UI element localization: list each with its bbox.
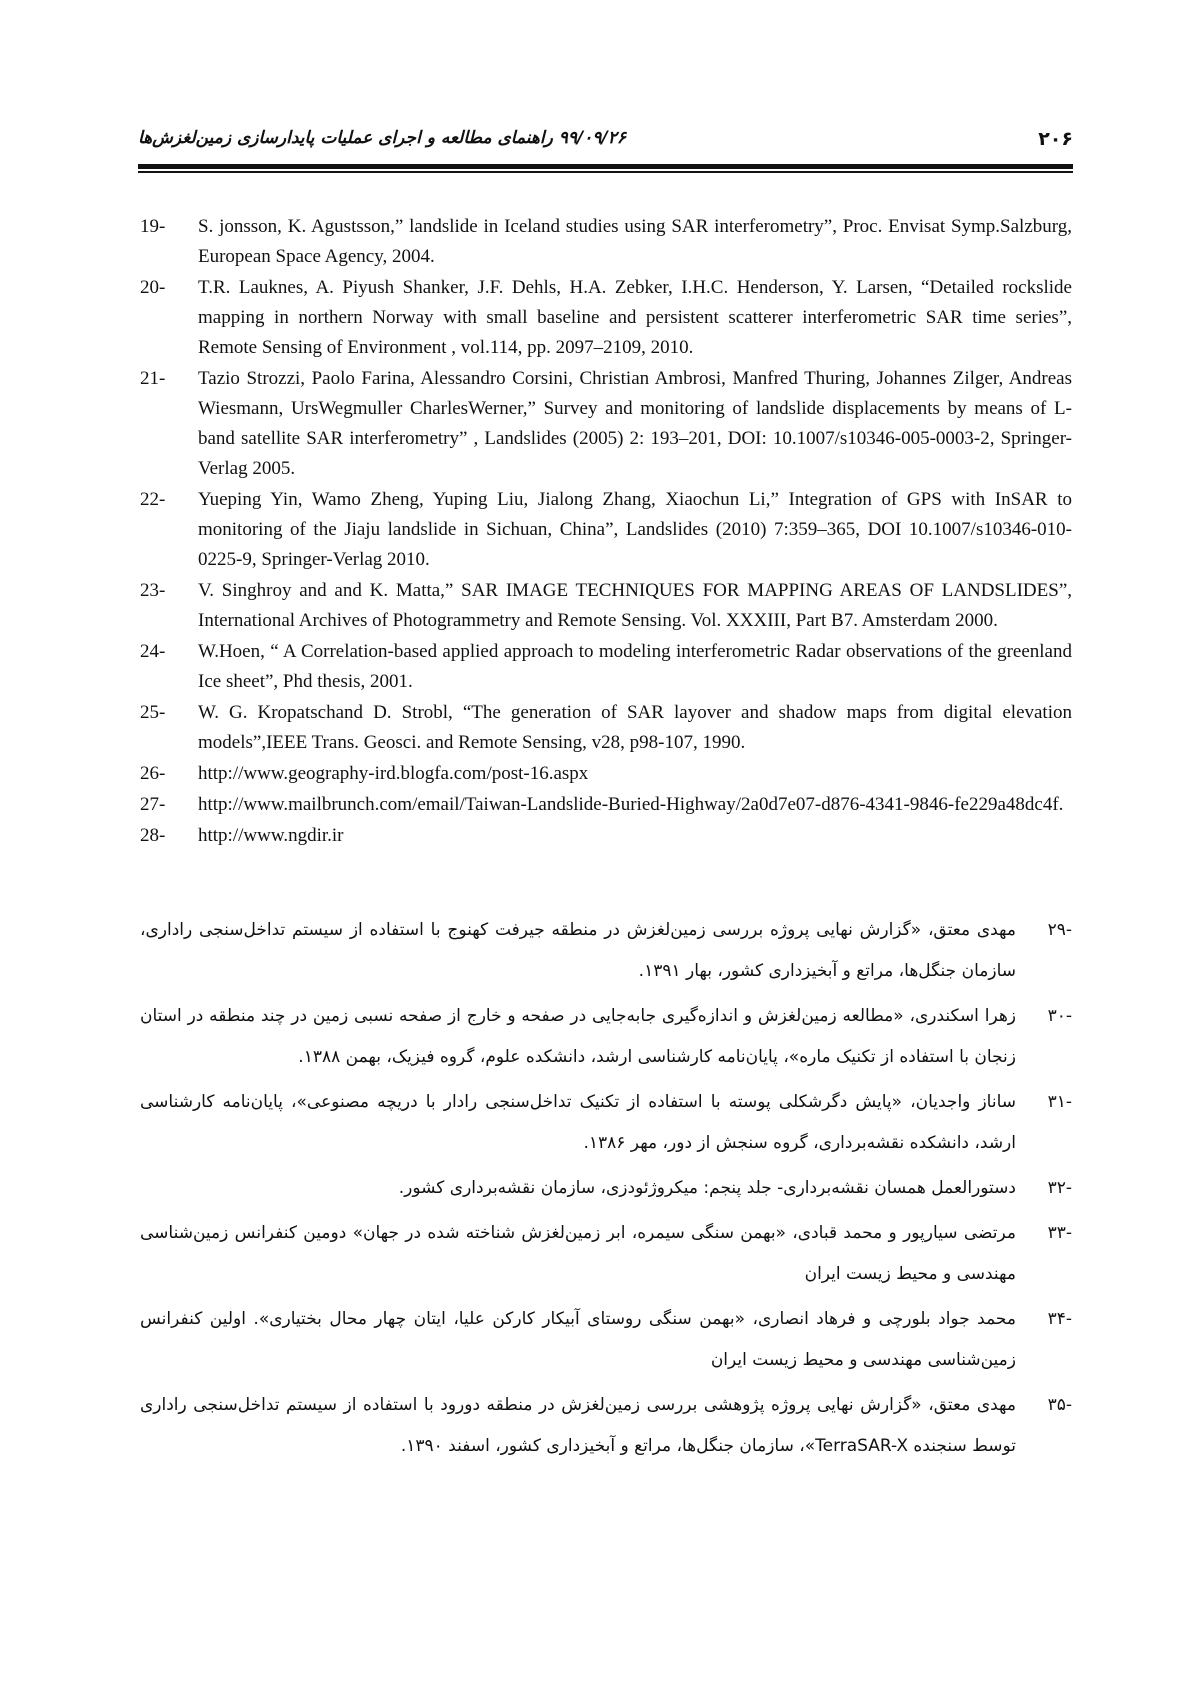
reference-item [140,790,1072,820]
header-rule-thin [138,171,1073,173]
reference-text: محمد جواد بلورچی و فرهاد انصاری، «بهمن سنگی روستای آبیکار کارکن علیا، ایتان چهار محال بختیاری». اولین کنفرانس زمین‌شناسی مهندسی و محیط زیست ایران [140,1309,1016,1370]
reference-item [140,1299,1072,1381]
reference-number: -۳۲ [1047,1178,1072,1198]
reference-item [140,1213,1072,1295]
reference-item [140,212,1072,272]
reference-text: مهدی معتق، «گزارش نهایی پروژه بررسی زمین‌لغزش در منطقه جیرفت کهنوج با استفاده از سیستم تداخل‌سنجی راداری، سازمان جنگل‌ها، مراتع و آبخیزداری کشور، بهار ۱۳۹۱. [140,920,1016,981]
reference-item [140,821,1072,851]
reference-text: Yueping Yin, Wamo Zheng, Yuping Liu, Jialong Zhang, Xiaochun Li,” Integration of GPS with InSAR to monitoring of the Jiaju landslide in Sichuan, China”, Landslides (2010) 7:359–365, DOI 10.1007/s10346-010-0225-9, Springer-Verlag 2010. [198,489,1072,570]
running-title: ۹۹/۰۹/۲۶ راهنمای مطالعه و اجرای عملیات پایدارسازی زمین‌لغزش‌ها [138,128,626,148]
reference-text: T.R. Lauknes, A. Piyush Shanker, J.F. Dehls, H.A. Zebker, I.H.C. Henderson, Y. Larsen, “Detailed rockslide mapping in northern Norway with small baseline and persistent scatterer interferometric SAR time series”, Remote Sensing of Environment , vol.114, pp. 2097–2109, 2010. [198,277,1072,358]
reference-number: 22- [140,489,166,510]
reference-number: 23- [140,580,166,601]
reference-text: مهدی معتق، «گزارش نهایی پروژه پژوهشی بررسی زمین‌لغزش در منطقه دورود با استفاده از سیستم تداخل‌سنجی راداری توسط سنجنده TerraSAR-X»، سازمان جنگل‌ها، مراتع و آبخیزداری کشور، اسفند ۱۳۹۰. [140,1395,1016,1456]
reference-item [140,1082,1072,1164]
reference-text: V. Singhroy and and K. Matta,” SAR IMAGE TECHNIQUES FOR MAPPING AREAS OF LANDSLIDES”, International Archives of Photogrammetry and Remote Sensing. Vol. XXXIII, Part B7. Amsterdam 2000. [198,580,1072,631]
reference-text: Tazio Strozzi, Paolo Farina, Alessandro Corsini, Christian Ambrosi, Manfred Thuring, Johannes Zilger, Andreas Wiesmann, UrsWegmuller CharlesWerner,” Survey and monitoring of landslide displacements by means of L-band satellite SAR interferometry” , Landslides (2005) 2: 193–201, DOI: 10.1007/s10346-005-0003-2, Springer-Verlag 2005. [198,368,1072,479]
reference-item [140,910,1072,992]
reference-number: 27- [140,794,166,815]
reference-item [140,698,1072,758]
reference-link: http://www.geography-ird.blogfa.com/post-16.aspx [198,763,589,784]
reference-link: http://www.ngdir.ir [198,825,344,846]
reference-number: 25- [140,702,166,723]
page-number: ۲۰۶ [1038,128,1073,150]
reference-text: دستورالعمل همسان نقشه‌برداری- جلد پنجم: میکروژئودزی، سازمان نقشه‌برداری کشور. [398,1178,1016,1198]
reference-number: 28- [140,825,166,846]
reference-number: -۳۱ [1047,1092,1072,1112]
reference-text: S. jonsson, K. Agustsson,” landslide in Iceland studies using SAR interferometry”, Proc. Envisat Symp.Salzburg, European Space Agency, 2004. [198,216,1072,267]
reference-number: -۳۰ [1047,1006,1072,1026]
reference-item [140,996,1072,1078]
reference-item [140,485,1072,575]
reference-number: 19- [140,216,166,237]
reference-number: -۳۳ [1047,1223,1072,1243]
reference-link: http://www.mailbrunch.com/email/Taiwan-Landslide-Buried-Highway/2a0d7e07-d876-4341-9846-fe229a48dc4f. [198,794,1064,815]
reference-text: W.Hoen, “ A Correlation-based applied approach to modeling interferometric Radar observations of the greenland Ice sheet”, Phd thesis, 2001. [198,641,1072,692]
reference-text: ساناز واجدیان، «پایش دگرشکلی پوسته با استفاده از تکنیک تداخل‌سنجی رادار با دریچه مصنوعی»، پایان‌نامه کارشناسی ارشد، دانشکده نقشه‌برداری، گروه سنجش از دور، مهر ۱۳۸۶. [140,1092,1016,1153]
reference-number: 21- [140,368,166,389]
reference-number: -۳۵ [1047,1395,1072,1415]
reference-number: -۳۴ [1047,1309,1072,1329]
reference-text: مرتضی سیارپور و محمد قبادی، «بهمن سنگی سیمره، ابر زمین‌لغزش شناخته شده در جهان» دومین کنفرانس زمین‌شناسی مهندسی و محیط زیست ایران [140,1223,1016,1284]
header-rule-thick [138,164,1073,169]
references-persian [140,910,1072,1471]
reference-item [140,1168,1072,1209]
reference-number: 24- [140,641,166,662]
references-english [140,212,1072,852]
reference-item [140,759,1072,789]
reference-item [140,637,1072,697]
page-header [138,128,1073,158]
reference-number: 26- [140,763,166,784]
reference-item [140,273,1072,363]
reference-item [140,1385,1072,1467]
reference-number: -۲۹ [1047,920,1072,940]
reference-number: 20- [140,277,166,298]
reference-text: زهرا اسکندری، «مطالعه زمین‌لغزش و اندازه‌گیری جابه‌جایی در صفحه و خارج از صفحه نسبی زمین در چند منطقه در استان زنجان با استفاده از تکنیک ماره»، پایان‌نامه کارشناسی ارشد، دانشکده علوم، گروه فیزیک، بهمن ۱۳۸۸. [140,1006,1016,1067]
reference-item [140,364,1072,484]
reference-text: W. G. Kropatschand D. Strobl, “The generation of SAR layover and shadow maps from digital elevation models”,IEEE Trans. Geosci. and Remote Sensing, v28, p98-107, 1990. [198,702,1072,753]
reference-item [140,576,1072,636]
